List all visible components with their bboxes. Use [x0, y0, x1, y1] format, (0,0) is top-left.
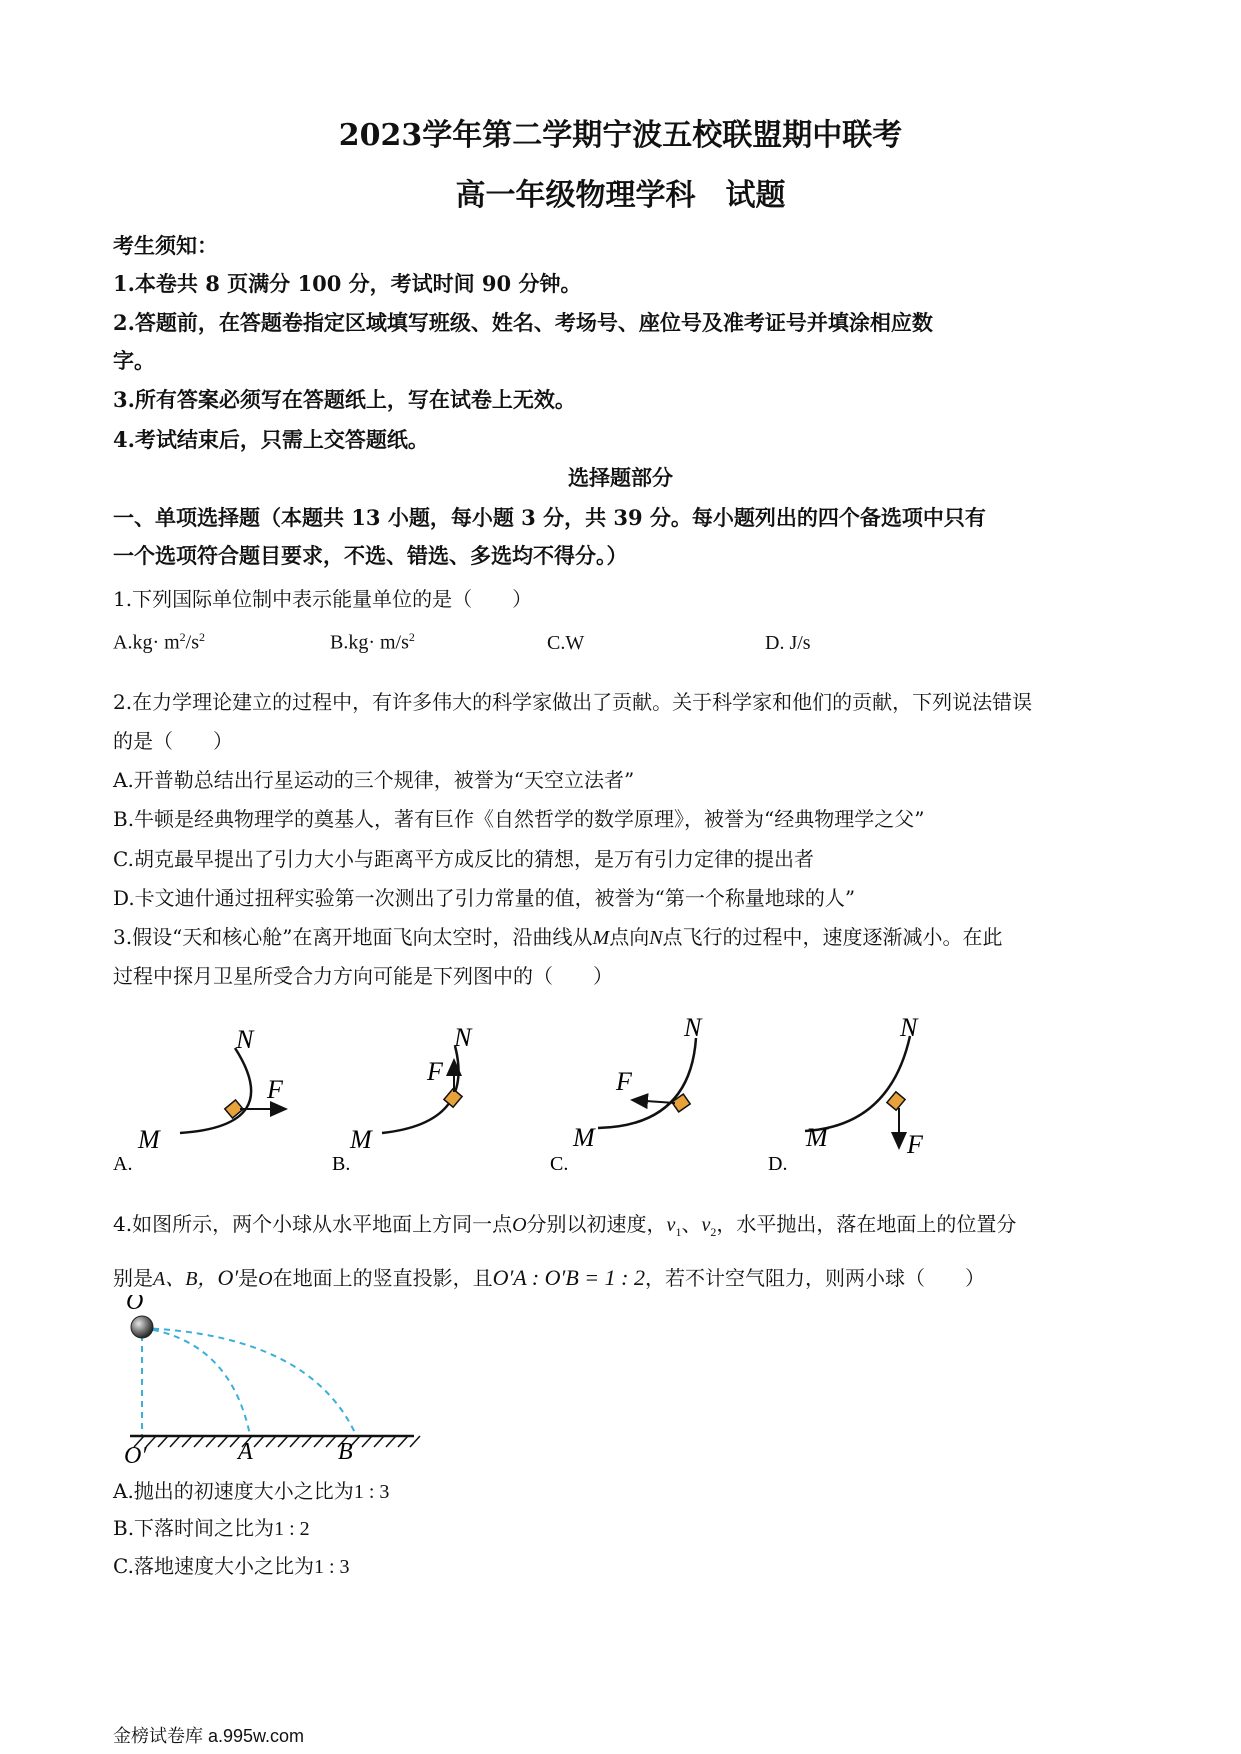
section-title: 选择题部分	[568, 465, 673, 490]
capsule-block	[887, 1092, 905, 1110]
hatch-mark	[146, 1436, 156, 1447]
point-n-label: N	[684, 1013, 702, 1042]
q4-option-b: B.下落时间之比为1 : 2	[113, 1516, 310, 1540]
q2-option-c: C.胡克最早提出了引力大小与距离平方成反比的猜想，是万有引力定律的提出者	[113, 847, 814, 871]
option-label: C.	[550, 1153, 569, 1170]
q2-option-d: D.卡文迪什通过扭秤实验第一次测出了引力常量的值，被誉为“第一个称量地球的人”	[113, 886, 856, 910]
q3-figure-d	[768, 1013, 924, 1170]
force-label: F	[616, 1067, 632, 1096]
q4-figure	[110, 1295, 430, 1470]
notice-item-2: 2.答题前，在答题卷指定区域填写班级、姓名、考场号、座位号及准考证号并填涂相应数	[113, 310, 933, 335]
q1-option-c: C.W	[547, 632, 585, 654]
point-m-label: M	[350, 1125, 372, 1154]
hatch-mark	[206, 1436, 216, 1447]
q2-stem-1: 2.在力学理论建立的过程中，有许多伟大的科学家做出了贡献。关于科学家和他们的贡献，下列说法错误	[113, 690, 1033, 714]
point-n-label: N	[900, 1013, 918, 1042]
trajectory-curve	[805, 1036, 910, 1131]
section-instruction-2: 一个选项符合题目要求，不选、错选、多选均不得分。）	[113, 543, 628, 568]
point-b-label: B	[338, 1439, 353, 1465]
hatch-mark	[314, 1436, 324, 1447]
point-m-label: M	[573, 1123, 595, 1152]
hatch-mark	[326, 1436, 336, 1447]
force-label: F	[267, 1075, 283, 1104]
hatch-mark	[266, 1436, 276, 1447]
hatch-mark	[194, 1436, 204, 1447]
exam-title: 2023学年第二学期宁波五校联盟期中联考	[338, 118, 903, 153]
hatch-mark	[218, 1436, 228, 1447]
point-o-label: O	[126, 1295, 144, 1315]
trajectory-curve	[598, 1038, 696, 1128]
hatch-mark	[290, 1436, 300, 1447]
q4-option-a: A.抛出的初速度大小之比为1 : 3	[113, 1479, 390, 1503]
point-a-label: A	[238, 1439, 253, 1465]
option-label: A.	[113, 1153, 133, 1170]
option-label: D.	[768, 1153, 788, 1170]
force-arrow	[632, 1100, 675, 1103]
hatch-mark	[398, 1436, 408, 1447]
q4-stem-1: 4.如图所示，两个小球从水平地面上方同一点O分别以初速度，$v_1$、$v_2$，水平抛出，落在地面上的位置分	[113, 1212, 1017, 1239]
trajectory-a	[142, 1328, 250, 1435]
section-instruction-1: 一、单项选择题（本题共 13 小题，每小题 3 分，共 39 分。每小题列出的四个备选项中只有	[113, 505, 986, 530]
ball	[131, 1316, 153, 1338]
footer-source: 金榜试卷库 a.995w.com	[113, 1726, 305, 1746]
point-o-prime-label: O′	[124, 1443, 147, 1469]
q4-stem-2: 别是A、B，O′是O在地面上的竖直投影，且O′A : O′B = 1 : 2，若不计空气阻力，则两小球（ ）	[113, 1265, 985, 1290]
hatch-mark	[386, 1436, 396, 1447]
q3-stem-2: 过程中探月卫星所受合力方向可能是下列图中的（ ）	[113, 964, 613, 988]
q2-option-b: B.牛顿是经典物理学的奠基人，著有巨作《自然哲学的数学原理》，被誉为“经典物理学之父”	[113, 807, 925, 831]
notice-item-3: 3.所有答案必须写在答题纸上，写在试卷上无效。	[113, 387, 576, 412]
hatch-mark	[170, 1436, 180, 1447]
exam-subtitle: 高一年级物理学科 试题	[455, 178, 786, 213]
hatch-mark	[278, 1436, 288, 1447]
q2-stem-2: 的是（ ）	[113, 729, 233, 753]
hatch-mark	[362, 1436, 372, 1447]
q1-option-a: $A.kg\cdot m^2/s^2$	[113, 630, 206, 654]
notice-item-2-cont: 字。	[113, 348, 155, 373]
force-label: F	[427, 1057, 443, 1086]
point-n-label: N	[236, 1025, 254, 1054]
hatch-mark	[410, 1436, 420, 1447]
q1-option-b: $B.kg\cdot m/s^2$	[330, 630, 415, 654]
q3-stem-1: 3.假设“天和核心舱”在离开地面飞向太空时，沿曲线从M点向N点飞行的过程中，速度逐渐减小。在此	[113, 925, 1003, 949]
hatch-mark	[182, 1436, 192, 1447]
notice-item-1: 1.本卷共 8 页满分 100 分，考试时间 90 分钟。	[113, 271, 582, 296]
q3-figures	[100, 998, 1100, 1170]
q3-figure-c	[550, 1013, 703, 1170]
q2-option-a: A.开普勒总结出行星运动的三个规律，被誉为“天空立法者”	[113, 768, 635, 792]
q1-option-d: D. J/s	[765, 632, 811, 654]
point-m-label: M	[138, 1125, 160, 1154]
force-label: F	[907, 1130, 923, 1159]
q3-figure-b	[332, 1023, 473, 1170]
trajectory-b	[142, 1328, 356, 1435]
hatch-mark	[374, 1436, 384, 1447]
point-n-label: N	[454, 1023, 472, 1052]
notice-item-4: 4.考试结束后，只需上交答题纸。	[113, 427, 429, 452]
ground-hatching	[134, 1436, 420, 1447]
option-label: B.	[332, 1153, 351, 1170]
q3-figure-a	[113, 1025, 286, 1170]
q4-option-c: C.落地速度大小之比为1 : 3	[113, 1554, 350, 1578]
hatch-mark	[158, 1436, 168, 1447]
trajectory-curve	[382, 1046, 459, 1133]
hatch-mark	[254, 1436, 264, 1447]
hatch-mark	[302, 1436, 312, 1447]
notice-heading: 考生须知：	[113, 233, 218, 258]
q1-stem: 1.下列国际单位制中表示能量单位的是（ ）	[113, 587, 533, 611]
trajectory-curve	[180, 1048, 251, 1133]
point-m-label: M	[806, 1123, 828, 1152]
